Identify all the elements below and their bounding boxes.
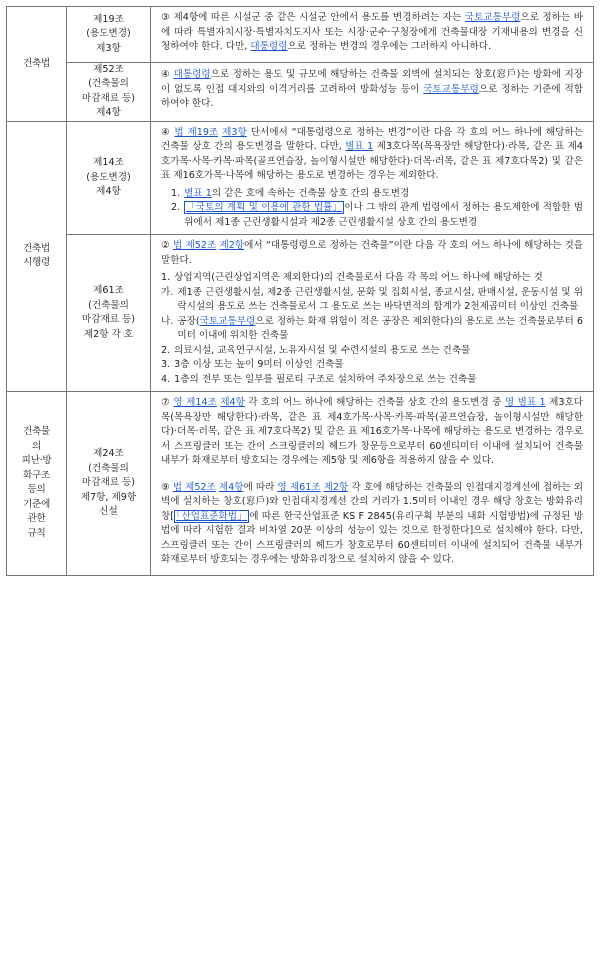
clause-text: 공장(	[177, 315, 200, 327]
list-item-number: 1.	[171, 187, 181, 199]
list-item	[161, 286, 583, 315]
provision-text-cell	[151, 235, 594, 392]
clause-text: 이나 그 밖의 관계 법령에서 정하는 용도제한에 적합한 범위에서 제1종 근린생활시설과 제2종 근린생활시설 상호 간의 용도변경	[184, 202, 583, 228]
list-item-number: 2.	[171, 202, 181, 213]
provision-list	[161, 271, 583, 387]
provision-paragraph	[161, 68, 583, 112]
law-reference-link[interactable]: 법 제19조	[174, 126, 219, 138]
article-number-cell	[67, 235, 151, 392]
law-reference-link[interactable]: 제2항	[323, 481, 349, 493]
table-row	[7, 392, 594, 576]
list-item-text	[184, 201, 583, 230]
law-category-cell	[7, 392, 67, 576]
law-category-cell	[7, 7, 67, 122]
law-reference-link[interactable]: 국토교통부령	[423, 83, 479, 95]
table-row	[7, 235, 594, 392]
law-reference-link[interactable]: 별표 1	[345, 141, 374, 152]
list-item-text	[174, 344, 583, 359]
article-number-cell	[67, 62, 151, 121]
list-item	[161, 187, 583, 202]
article-line: 마감재료 등)	[81, 92, 136, 104]
clause-text: ⑨	[161, 481, 173, 493]
article-line: 제61조	[93, 285, 124, 296]
article-line: (건축물의	[88, 78, 129, 89]
law-category-line: 관한	[27, 513, 46, 525]
law-category-line: 건축법	[23, 242, 50, 254]
clause-text: ④	[161, 126, 175, 138]
law-category-line: 등의	[27, 484, 46, 496]
clause-text: ④	[161, 69, 174, 81]
list-item-number: 2.	[161, 344, 171, 356]
article-line: 제7항, 제9항	[80, 491, 137, 503]
law-reference-link[interactable]: 법 제52조	[173, 240, 217, 251]
law-reference-link[interactable]: 국토교통부령	[464, 12, 521, 23]
list-item-text	[177, 315, 583, 344]
clause-text: 제3호다목(목욕장만 해당한다)·라목, 같은 표 제4호가목·사목·카목·파목(골프연습장, 놀이형시설만 해당한다)·더목·러목, 같은 표 제7호다목2) 및 같은 표 제16호가목·나목에 해당하는 용도로 변경하는 경우로서 스프링클러 또는 간이 스크링클러의 헤드가 창문등으로부터 60센티미터 이내에 설치되어 건축물 내부가 화재로부터 방호되는 경우에는 제5항 및 제6항을 적용하지 않을 수 있다.	[161, 397, 583, 466]
law-reference-link[interactable]: 제2항	[219, 240, 245, 251]
list-item-number: 4.	[161, 373, 171, 385]
article-line: (용도변경)	[86, 171, 131, 183]
clause-text: 의료시설, 교육연구시설, 노유자시설 및 수련시설의 용도로 쓰는 건축물	[174, 344, 471, 356]
law-reference-link[interactable]: 영 별표 1	[504, 397, 546, 408]
article-line: 신설	[99, 506, 118, 517]
clause-text: 1층의 전부 또는 일부를 필로티 구조로 설치하여 주차장으로 쓰는 건축물	[174, 373, 477, 385]
list-item-number: 3.	[161, 359, 171, 370]
article-line: 마감재료 등)	[81, 314, 136, 325]
clause-text: 으로 정하는 화재 위험이 적은 공장은 제외한다)의 용도로 쓰는 건축물로부터 6미터 이내에 위치한 건축물	[177, 315, 583, 341]
law-reference-link[interactable]: 영 제61조	[277, 481, 321, 493]
provision-paragraph	[161, 126, 583, 184]
clause-text: 3층 이상 또는 높이 9미터 이상인 건축물	[174, 359, 344, 370]
article-line: 제3항	[96, 42, 121, 54]
article-number-cell	[67, 121, 151, 235]
provision-text-cell	[151, 392, 594, 576]
provision-text-cell	[151, 62, 594, 121]
clause-text: ②	[161, 240, 174, 251]
clause-text: 으로 정하는 변경의 경우에는 그러하지 아니하다.	[287, 41, 492, 52]
law-category-line: 건축법	[23, 57, 50, 69]
table-row	[7, 62, 594, 121]
clause-text: 으로 정하는 용도 및 규모에 해당하는 건축물 외벽에 설치되는 창호(窓戶)는 방화에 지장이 없도록 인접 대지와의 이격거리를 고려하여 방화성능 등이	[161, 69, 583, 95]
law-reference-link[interactable]: 영 제14조	[173, 397, 217, 408]
provision-paragraph	[161, 481, 583, 568]
list-item	[161, 315, 583, 344]
list-item	[161, 358, 583, 373]
law-reference-link[interactable]: 대통령령	[250, 41, 288, 52]
list-item	[161, 271, 583, 286]
law-reference-box-link[interactable]: 「산업표준화법」	[176, 510, 248, 522]
article-line: (용도변경)	[86, 28, 131, 39]
list-item	[161, 201, 583, 230]
provision-text-cell	[151, 7, 594, 63]
clause-text: ⑦	[161, 397, 174, 408]
list-item-text	[184, 187, 583, 202]
list-item-number: 가.	[161, 286, 174, 298]
clause-text: 으로 정하는 바에 따라 특별자치시장·특별자치도지사 또는 시장·군수·구청장에게 건축물대장 기재내용의 변경을 신청하여야 한다. 다만,	[161, 12, 583, 52]
law-reference-link[interactable]: 제4항	[220, 397, 245, 408]
table-row	[7, 7, 594, 63]
list-item	[161, 373, 583, 388]
law-reference-link[interactable]: 별표 1	[184, 187, 212, 199]
clause-text: 에 따른 한국산업표준 KS F 2845(유리구획 부분의 내화 시험방법)에 규정된 방법에 따라 시험한 결과 비차열 20분 이상의 성능이 있는 것으로 한정한다]으로 설치해야 한다. 다만, 스프링클러 또는 간이 스프링클러의 헤드가 창호로부터 60센티미터 이내에 설치되어 건축물 내부가 화재로부터 방호되는 경우에는 방화유리창으로 설치하지 않을 수 있다.	[161, 510, 583, 565]
list-item-number: 나.	[161, 315, 174, 327]
clause-text: 에서 “대통령령으로 정하는 건축물”이란 다음 각 호의 어느 하나에 해당하는 것을 말한다.	[161, 240, 583, 266]
article-line: 제4항	[96, 186, 121, 197]
regulation-table	[6, 6, 594, 576]
law-category-line: 시행령	[23, 257, 50, 269]
article-line: 제4항	[96, 107, 121, 118]
clause-text: 제3호다목(목욕장만 해당한다)·라목, 같은 표 제4호가목·사목·카목·파목(골프연습장, 놀이형시설만 해당한다)·더목·러목, 같은 표 제7호다목2) 및 같은 표 제16호가목·나목에 해당하는 용도로 변경하는 경우는 제외한다.	[161, 141, 583, 181]
law-category-line: 건축물	[23, 426, 50, 438]
clause-text: 제1종 근린생활시설, 제2종 근린생활시설, 문화 및 집회시설, 종교시설, 판매시설, 운동시설 및 위락시설의 용도로 쓰는 건축물로서 그 용도로 쓰는 바닥면적의 합계가 2천제곱미터 이상인 건축물	[177, 286, 583, 312]
article-line: 제2항 각 호	[83, 328, 134, 340]
provision-list	[161, 187, 583, 231]
clause-text: ③ 제4항에 따른 시설군 중 같은 시설군 안에서 용도를 변경하려는 자는	[161, 12, 465, 23]
provision-text-cell	[151, 121, 594, 235]
regulation-table-body	[7, 7, 594, 576]
law-reference-link[interactable]: 제3항	[222, 126, 247, 138]
article-line: 제14조	[93, 157, 124, 168]
law-category-cell	[7, 121, 67, 392]
law-category-line: 의	[32, 440, 41, 452]
list-item-text	[174, 358, 583, 373]
list-item-text	[177, 286, 583, 315]
article-line: (건축물의	[88, 299, 129, 311]
clause-text: 에 따라	[243, 481, 278, 493]
law-category-line: 화구조	[23, 469, 50, 481]
clause-text: 각 호의 어느 하나에 해당하는 건축물 상호 간의 용도변경 중	[244, 397, 505, 408]
law-reference-link[interactable]: 제4항	[218, 481, 244, 493]
table-row	[7, 121, 594, 235]
article-line: 제24조	[93, 448, 124, 459]
clause-text: 각 호에 해당하는 건축물의 인접대지경계선에 접하는 외벽에 설치하는 창호(窓戶)와 인접대지경계선 간의 거리가 1.5미터 이내인 경우 해당 창호는 방화유리창[	[161, 481, 583, 522]
article-number-cell	[67, 392, 151, 576]
article-line: 마감재료 등)	[81, 477, 136, 488]
list-item-text	[174, 373, 583, 388]
law-reference-link[interactable]: 법 제52조	[172, 481, 216, 493]
provision-paragraph	[161, 239, 583, 268]
provision-paragraph	[161, 396, 583, 469]
article-number-cell	[67, 7, 151, 63]
provision-paragraph	[161, 11, 583, 55]
clause-text: 으로 정하는 기준에 적합하여야 한다.	[161, 83, 583, 110]
list-item-number: 1.	[161, 272, 171, 283]
law-category-line: 피난·방	[21, 455, 52, 467]
article-line: 제52조	[93, 63, 124, 75]
law-reference-link[interactable]: 국토교통부령	[199, 315, 256, 327]
article-line: 제19조	[93, 13, 124, 25]
clause-text: 단서에서 “대통령령으로 정하는 변경”이란 다음 각 호의 어느 하나에 해당하는 건축물 상호 간의 용도변경을 말한다. 다만,	[161, 126, 583, 152]
law-category-line: 규칙	[27, 527, 46, 539]
clause-text: 상업지역(근린상업지역은 제외한다)의 건축물로서 다음 각 목의 어느 하나에 해당하는 것	[174, 272, 543, 283]
list-item-text	[174, 271, 583, 286]
list-item	[161, 344, 583, 359]
law-category-line: 기준에	[23, 498, 50, 510]
article-line: (건축물의	[88, 462, 129, 474]
law-reference-box-link[interactable]: 「국토의 계획 및 이용에 관한 법률」	[186, 202, 343, 213]
clause-text: 의 같은 호에 속하는 건축물 상호 간의 용도변경	[211, 187, 410, 199]
law-reference-link[interactable]: 대통령령	[173, 69, 211, 81]
